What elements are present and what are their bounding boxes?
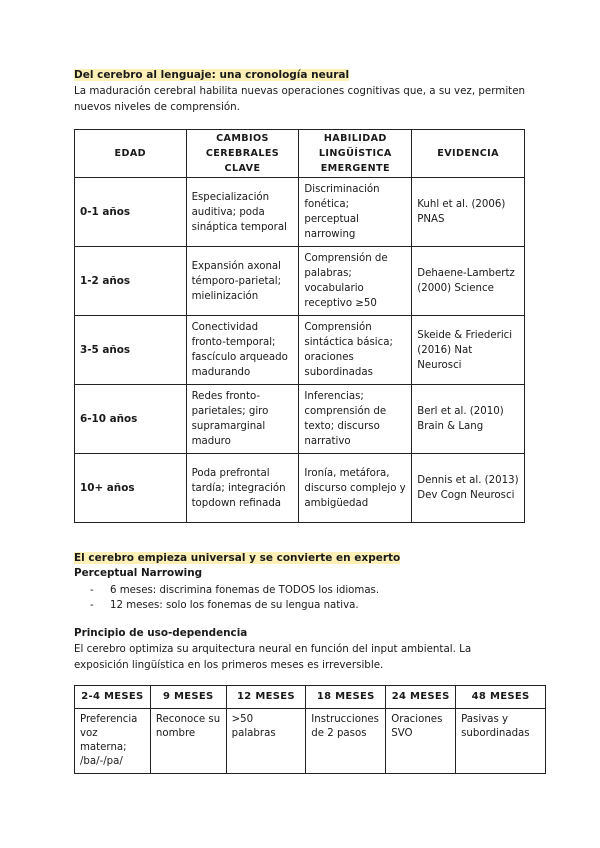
milestone-cell: >50 palabras — [226, 709, 306, 774]
cell-skill: Ironía, metáfora, discurso complejo y ambigüedad — [299, 454, 412, 523]
section1-intro: La maduración cerebral habilita nuevas operaciones cognitivas que, a su vez, permiten nuevos niveles de comprensión. — [74, 85, 526, 113]
cell-age: 3-5 años — [75, 316, 187, 385]
cell-evidence: Berl et al. (2010) Brain & Lang — [412, 385, 525, 454]
cell-brain: Conectividad fronto-temporal; fascículo arqueado madurando — [186, 316, 299, 385]
table-row — [75, 385, 525, 454]
cell-brain: Redes fronto-parietales; giro supramarginal maduro — [186, 385, 299, 454]
table-row — [75, 178, 525, 247]
bullet-dash: - — [90, 585, 94, 596]
bullet-dash: - — [90, 600, 94, 611]
table-header-row — [75, 130, 525, 178]
principle-text: El cerebro optimiza su arquitectura neural en función del input ambiental. La exposición lingüística en los primeros meses es irreversible. — [74, 643, 472, 671]
header-brain-changes: CAMBIOS CEREBRALES CLAVE — [186, 130, 299, 178]
narrowing-list — [74, 583, 526, 613]
milestones-header-row — [75, 686, 546, 709]
list-item-text: 6 meses: discrimina fonemas de TODOS los idiomas. — [110, 585, 380, 596]
cell-brain: Especialización auditiva; poda sináptica temporal — [186, 178, 299, 247]
principle-title: Principio de uso-dependencia — [74, 627, 248, 639]
cell-skill: Comprensión sintáctica básica; oraciones subordinadas — [299, 316, 412, 385]
cell-skill: Discriminación fonética; perceptual narrowing — [299, 178, 412, 247]
milestones-row — [75, 709, 546, 774]
section1 — [74, 68, 526, 115]
section1-title: Del cerebro al lenguaje: una cronología neural — [74, 69, 350, 81]
cell-skill: Inferencias; comprensión de texto; discurso narrativo — [299, 385, 412, 454]
milestone-cell: Reconoce su nombre — [150, 709, 226, 774]
list-item — [74, 598, 526, 613]
milestone-cell: Instrucciones de 2 pasos — [306, 709, 386, 774]
header-evidence: EVIDENCIA — [412, 130, 525, 178]
table-row — [75, 316, 525, 385]
header-linguistic-skill: HABILIDAD LINGÜÍSTICA EMERGENTE — [299, 130, 412, 178]
cell-evidence: Skeide & Friederici (2016) Nat Neurosci — [412, 316, 525, 385]
milestones-table — [74, 685, 546, 774]
header-month: 12 MESES — [226, 686, 306, 709]
header-month: 2-4 MESES — [75, 686, 151, 709]
cell-age: 0-1 años — [75, 178, 187, 247]
section2-subtitle: Perceptual Narrowing — [74, 567, 203, 579]
milestone-cell: Oraciones SVO — [386, 709, 456, 774]
table-row — [75, 454, 525, 523]
cell-skill: Comprensión de palabras; vocabulario receptivo ≥50 — [299, 247, 412, 316]
milestone-cell: Pasivas y subordinadas — [456, 709, 546, 774]
cell-age: 1-2 años — [75, 247, 187, 316]
cell-evidence: Dennis et al. (2013) Dev Cogn Neurosci — [412, 454, 525, 523]
cell-evidence: Dehaene-Lambertz (2000) Science — [412, 247, 525, 316]
header-month: 18 MESES — [306, 686, 386, 709]
cell-brain: Expansión axonal témporo-parietal; mielinización — [186, 247, 299, 316]
header-month: 9 MESES — [150, 686, 226, 709]
header-month: 24 MESES — [386, 686, 456, 709]
milestone-cell: Preferencia voz materna; /ba/-/pa/ — [75, 709, 151, 774]
chronology-table — [74, 129, 525, 523]
cell-brain: Poda prefrontal tardía; integración topdown refinada — [186, 454, 299, 523]
list-item — [74, 583, 526, 598]
section2-title: El cerebro empieza universal y se convierte en experto — [74, 552, 401, 564]
cell-age: 6-10 años — [75, 385, 187, 454]
header-age: EDAD — [75, 130, 187, 178]
cell-age: 10+ años — [75, 454, 187, 523]
list-item-text: 12 meses: solo los fonemas de su lengua nativa. — [110, 600, 359, 611]
table-row — [75, 247, 525, 316]
cell-evidence: Kuhl et al. (2006) PNAS — [412, 178, 525, 247]
header-month: 48 MESES — [456, 686, 546, 709]
section2 — [74, 551, 526, 673]
